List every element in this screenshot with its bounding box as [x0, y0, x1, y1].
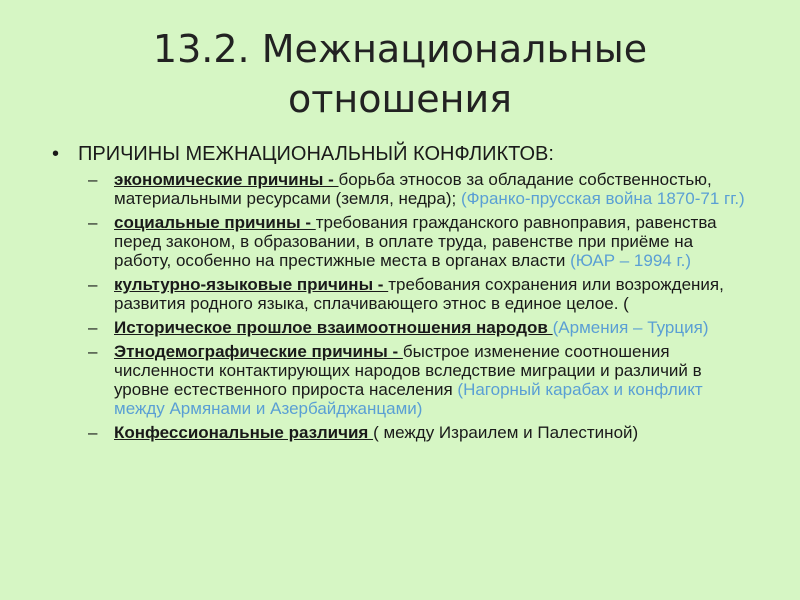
list-item-confessional [88, 423, 748, 442]
bullet-dot-icon: • [52, 143, 60, 165]
title-line-1: 13.2. Межнациональные [152, 27, 648, 71]
main-bullet-text: ПРИЧИНЫ МЕЖНАЦИОНАЛЬНЫЙ КОНФЛИКТОВ: [78, 143, 554, 165]
item-example: (Армения – Турция) [552, 318, 709, 337]
item-term: Этнодемографические причины - [114, 342, 403, 361]
dash-icon: – [88, 342, 98, 361]
item-text: ( между Израилем и Палестиной) [373, 423, 639, 442]
list-item-cultural [88, 275, 748, 313]
list-item-economic [88, 170, 748, 208]
list-item-historical [88, 318, 748, 337]
item-text: борьба этносов за обладание собственностью, материальными ресурсами (земля, недра); [114, 170, 712, 208]
slide-title [0, 24, 800, 124]
dash-icon: – [88, 423, 98, 442]
dash-icon: – [88, 275, 98, 294]
item-term: культурно-языковые причины - [114, 275, 389, 294]
list-item-demographic [88, 342, 748, 418]
item-example: (Нагорный карабах и конфликт между Армянами и Азербайджанцами) [114, 380, 703, 418]
item-text: требования сохранения или возрождения, развития родного языка, сплачивающего этнос в единое целое. ( [114, 275, 724, 313]
item-example: (Франко-прусская война 1870-71 гг.) [460, 189, 745, 208]
causes-list [88, 170, 748, 447]
list-item-social [88, 213, 748, 270]
title-line-2: отношения [287, 77, 513, 121]
item-term: Конфессиональные различия [114, 423, 374, 442]
item-text: быстрое изменение соотношения численности контактирующих народов вследствие миграции и различий в уровне естественного прироста населения [114, 342, 702, 399]
item-text: требования гражданского равноправия, равенства перед законом, в образовании, в оплате труда, равенстве при приёме на работу, особенно на престижные места в органах власти [114, 213, 717, 270]
item-term: экономические причины - [114, 170, 339, 189]
main-bullet [52, 142, 772, 166]
dash-icon: – [88, 318, 98, 337]
item-term: социальные причины - [114, 213, 316, 232]
item-example: (ЮАР – 1994 г.) [570, 251, 691, 270]
item-term: Историческое прошлое взаимоотношения народов [114, 318, 553, 337]
dash-icon: – [88, 170, 98, 189]
dash-icon: – [88, 213, 98, 232]
